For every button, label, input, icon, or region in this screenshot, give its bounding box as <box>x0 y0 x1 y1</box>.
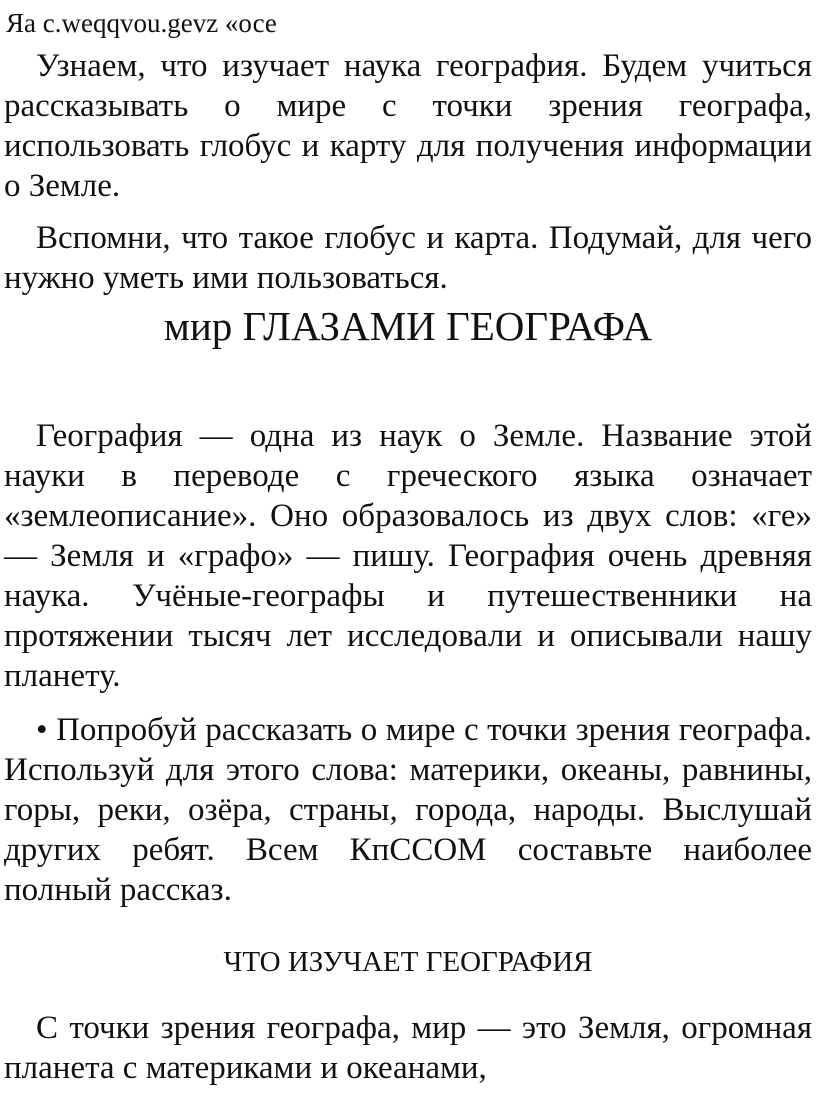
page-header-text: Яа c.weqqvou.gevz «осе <box>6 8 277 38</box>
recall-paragraph: Вспомни, что такое глобус и карта. Подумай, для чего нужно уметь ими пользоваться. <box>4 220 812 296</box>
main-heading: мир ГЛАЗАМИ ГЕОГРАФА <box>163 303 653 349</box>
task-paragraph: • Попробуй рассказать о мире с точки зрения географа. Используй для этого слова: материки, океаны, равнины, горы, реки, озёра, страны, города, народы. Выслушай других ребят. Всем КпССОМ составьте наиболее полный рассказ. <box>4 712 812 908</box>
intro-paragraph: Узнаем, что изучает наука география. Будем учиться рассказывать о мире с точки зрения географа, использовать глобус и карту для получения информации о Земле. <box>4 48 812 204</box>
section-heading: ЧТО ИЗУЧАЕТ ГЕОГРАФИЯ <box>223 946 593 978</box>
geography-paragraph: География — одна из наук о Земле. Название этой науки в переводе с греческого языка означает «землеописание». Оно образовалось из двух слов: «ге» — Земля и «графо» — пишу. География очень древняя наука. Учёные-географы и путешественники на протяжении тысяч лет исследовали и описывали нашу планету. <box>4 418 812 694</box>
earth-paragraph: С точки зрения географа, мир — это Земля, огромная планета с материками и океанами, <box>4 1010 812 1086</box>
